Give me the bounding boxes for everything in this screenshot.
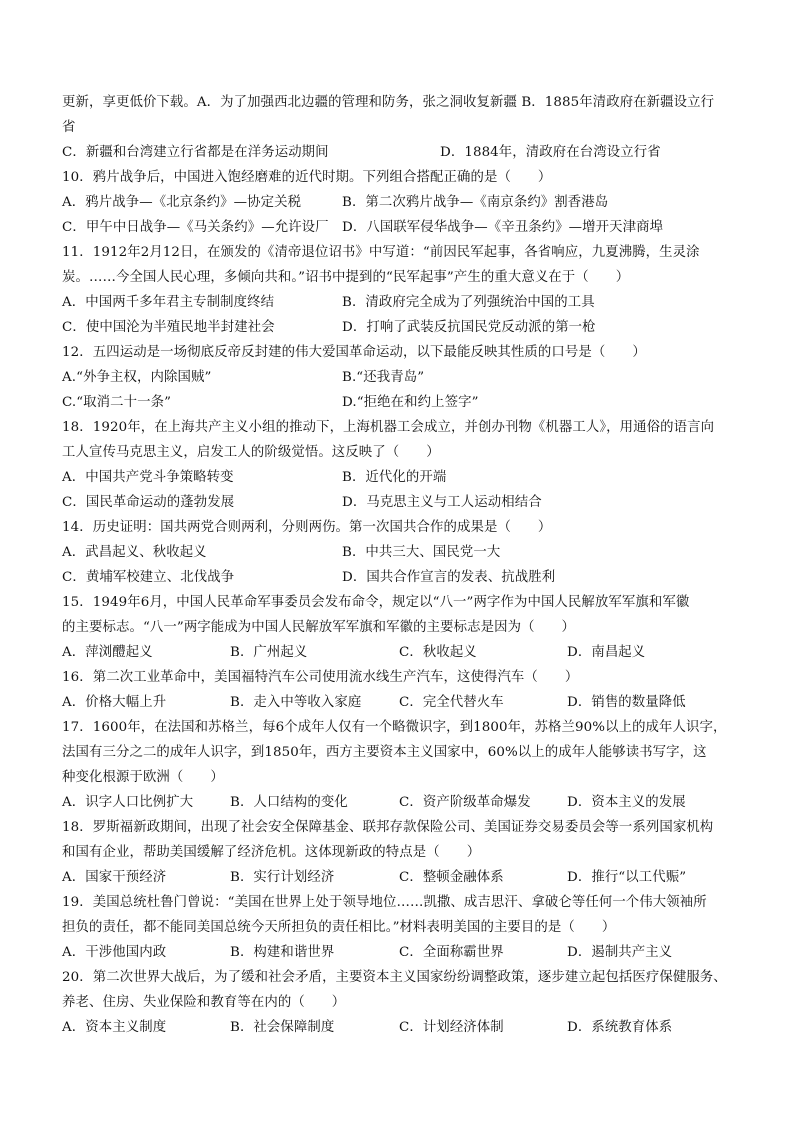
question-stem-line: 11．1912年2月12日，在颁发的《清帝退位诏书》中写道：“前因民军起事，各省响应，九夏沸腾，生灵涂 [62,245,700,260]
option-a[interactable]: A．资本主义制度 [62,1020,167,1035]
exam-page [62,90,742,1040]
option-row [62,865,742,890]
option-row [62,365,742,390]
continuation-line-1: 更新，享更低价下载。A．为了加强西北边疆的管理和防务，张之洞收复新疆 B．1885年清政府在新疆设立行 [62,95,715,110]
question-stem-line: 养老、住房、失业保险和教育等在内的（ ） [62,995,346,1010]
option-row [62,140,742,165]
option-d[interactable]: D．南昌起义 [567,645,646,660]
option-c[interactable]: C．甲午中日战争—《马关条约》—允许设厂 [62,220,329,235]
option-d[interactable]: D．国共合作宣言的发表、抗战胜利 [342,570,556,585]
question-stem-line: 炭。……今全国人民心理，多倾向共和。”诏书中提到的“民军起事”产生的重大意义在于（ ） [62,270,630,285]
continuation-line-2: 省 [62,120,76,135]
option-d: D．1884年，清政府在台湾设立行省 [440,145,661,160]
option-c[interactable]: C.“取消二十一条” [62,395,172,410]
question-stem-line: 法国有三分之二的成年人识字，到1850年，西方主要资本主义国家中，60%以上的成年人能够读书写字，这 [62,745,707,760]
question-block [62,340,742,415]
question-stem-line: 18．罗斯福新政期间，出现了社会安全保障基金、联邦存款保险公司、美国证券交易委员会等一系列国家机构 [62,820,714,835]
option-c[interactable]: C．使中国沦为半殖民地半封建社会 [62,320,275,335]
option-row [62,640,742,665]
option-a[interactable]: A．价格大幅上升 [62,695,167,710]
option-row [62,1015,742,1040]
question-stem-line: 20．第二次世界大战后，为了缓和社会矛盾，主要资本主义国家纷纷调整政策，逐步建立起包括医疗保健服务、 [62,970,727,985]
option-row [62,690,742,715]
option-row [62,315,742,340]
question-stem-line: 的主要标志。“八一”两字能成为中国人民解放军军旗和军徽的主要标志是因为（ ） [62,620,576,635]
option-a[interactable]: A.“外争主权，内除国贼” [62,370,212,385]
option-row [62,190,742,215]
option-row [62,490,742,515]
option-d[interactable]: D.“拒绝在和约上签字” [342,395,479,410]
option-row [62,290,742,315]
question-stem-line: 工人宣传马克思主义，启发工人的阶级觉悟。这反映了（ ） [62,445,440,460]
question-stem-line: 16．第二次工业革命中，美国福特汽车公司使用流水线生产汽车，这使得汽车（ ） [62,670,579,685]
option-d[interactable]: D．八国联军侵华战争—《辛丑条约》—增开天津商埠 [342,220,664,235]
option-c[interactable]: C．秋收起义 [399,645,477,660]
question-block [62,515,742,590]
option-d[interactable]: D．马克思主义与工人运动相结合 [342,495,542,510]
question-stem-line: 10．鸦片战争后，中国进入饱经磨难的近代时期。下列组合搭配正确的是（ ） [62,170,552,185]
option-row [62,215,742,240]
question-stem-line: 12．五四运动是一场彻底反帝反封建的伟大爱国革命运动，以下最能反映其性质的口号是（ ） [62,345,646,360]
option-d[interactable]: D．资本主义的发展 [567,795,686,810]
question-block [62,815,742,890]
option-b[interactable]: B．人口结构的变化 [230,795,348,810]
question-stem-line: 17．1600年，在法国和苏格兰，每6个成年人仅有一个略微识字，到1800年，苏格兰90%以上的成年人识字， [62,720,727,735]
question-block [62,965,742,1040]
option-a[interactable]: A．武昌起义、秋收起义 [62,545,207,560]
question-block [62,715,742,815]
question-stem-line: 14．历史证明：国共两党合则两利，分则两伤。第一次国共合作的成果是（ ） [62,520,552,535]
option-row [62,940,742,965]
option-d[interactable]: D．遏制共产主义 [567,945,673,960]
question-list [62,165,742,1040]
option-row [62,390,742,415]
option-b[interactable]: B．走入中等收入家庭 [230,695,362,710]
question-block [62,165,742,240]
option-c[interactable]: C．国民革命运动的蓬勃发展 [62,495,235,510]
option-d[interactable]: D．系统教育体系 [567,1020,673,1035]
option-c[interactable]: C．资产阶级革命爆发 [399,795,531,810]
question-block [62,240,742,340]
option-a[interactable]: A．中国共产党斗争策略转变 [62,470,234,485]
option-b[interactable]: B．实行计划经济 [230,870,335,885]
option-b[interactable]: B.“还我青岛” [342,370,425,385]
option-row [62,540,742,565]
option-d[interactable]: D．打响了武装反抗国民党反动派的第一枪 [342,320,596,335]
option-b[interactable]: B．近代化的开端 [342,470,447,485]
option-a[interactable]: A．识字人口比例扩大 [62,795,194,810]
option-a[interactable]: A．中国两千多年君主专制制度终结 [62,295,275,310]
option-c[interactable]: C．计划经济体制 [399,1020,504,1035]
question-block [62,665,742,715]
option-b[interactable]: B．第二次鸦片战争—《南京条约》割香港岛 [342,195,609,210]
option-b[interactable]: B．清政府完全成为了列强统治中国的工具 [342,295,595,310]
option-row [62,790,742,815]
question-stem-line: 19．美国总统杜鲁门曾说：“美国在世界上处于领导地位……凯撒、成吉思汗、拿破仑等任何一个伟大领袖所 [62,895,707,910]
option-d[interactable]: D．推行“以工代赈” [567,870,687,885]
option-b[interactable]: B．构建和谐世界 [230,945,335,960]
option-a[interactable]: A．干涉他国内政 [62,945,167,960]
option-a[interactable]: A．萍浏醴起义 [62,645,153,660]
option-c[interactable]: C．黄埔军校建立、北伐战争 [62,570,235,585]
option-b[interactable]: B．中共三大、国民党一大 [342,545,501,560]
option-a[interactable]: A．鸦片战争—《北京条约》—协定关税 [62,195,302,210]
question-block [62,590,742,665]
option-c[interactable]: C．完全代替火车 [399,695,504,710]
question-stem-line: 15．1949年6月，中国人民革命军事委员会发布命令，规定以“八一”两字作为中国人民解放军军旗和军徽 [62,595,690,610]
option-c: C．新疆和台湾建立行省都是在洋务运动期间 [62,145,329,160]
option-b[interactable]: B．广州起义 [230,645,308,660]
option-row [62,565,742,590]
question-block [62,415,742,515]
option-a[interactable]: A．国家干预经济 [62,870,167,885]
option-c[interactable]: C．整顿金融体系 [399,870,504,885]
option-c[interactable]: C．全面称霸世界 [399,945,504,960]
option-row [62,465,742,490]
option-d[interactable]: D．销售的数量降低 [567,695,686,710]
question-stem-line: 18．1920年，在上海共产主义小组的推动下，上海机器工会成立，并创办刊物《机器工人》，用通俗的语言向 [62,420,715,435]
question-stem-line: 种变化根源于欧洲（ ） [62,770,224,785]
option-b[interactable]: B．社会保障制度 [230,1020,335,1035]
question-stem-line: 担负的责任，都不能同美国总统今天所担负的责任相比。”材料表明美国的主要目的是（ ） [62,920,616,935]
question-block [62,890,742,965]
question-stem-line: 和国有企业，帮助美国缓解了经济危机。这体现新政的特点是（ ） [62,845,481,860]
